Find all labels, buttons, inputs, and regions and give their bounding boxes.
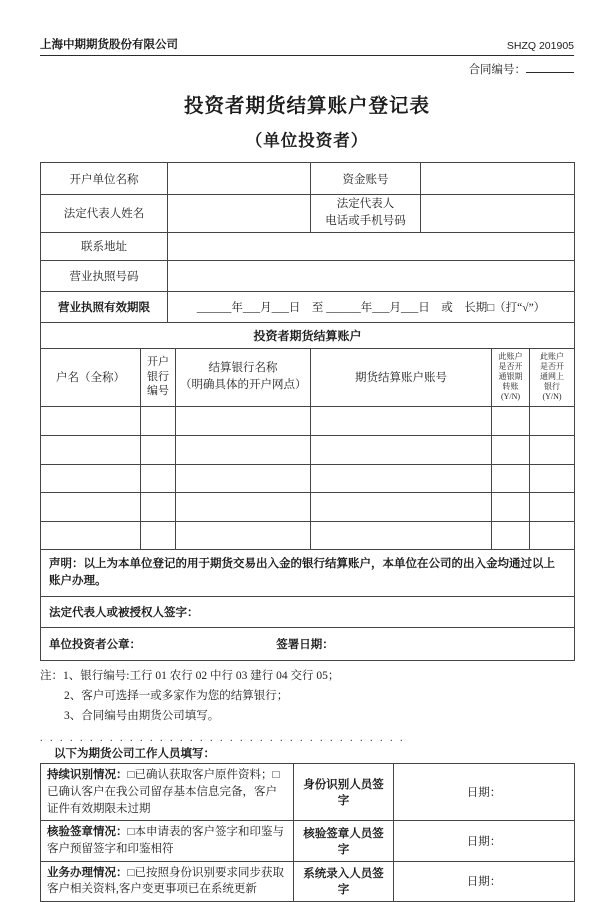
empty-account-row [41, 521, 575, 549]
col-header-online-banking: 此账户 是否开 通网上 银行 (Y/N) [530, 348, 575, 406]
unit-seal-label: 单位投资者公章： [49, 639, 141, 651]
legal-rep-name-label: 法定代表人姓名 [41, 195, 168, 233]
seal-date-row [41, 628, 575, 661]
system-entry-date-label: 日期： [394, 861, 575, 901]
form-title: 投资者期货结算账户登记表 [183, 95, 430, 117]
note-1: 注：1、银行编号:工行 01 农行 02 中行 03 建行 04 交行 05； [40, 670, 340, 682]
identity-signer-label: 身份识别人员签字 [294, 764, 394, 821]
col-header-settle-account-no: 期货结算账户账号 [311, 348, 492, 406]
capital-account-field [421, 163, 575, 195]
license-validity-label: 营业执照有效期限 [41, 291, 168, 322]
license-validity-field: ______年___月___日 至 ______年___月___日 或 长期□（打“√”） [168, 291, 575, 322]
settlement-section-title: 投资者期货结算账户 [41, 322, 575, 348]
contract-number-label: 合同编号： [468, 64, 526, 76]
table-row [41, 291, 575, 322]
license-number-label: 营业执照号码 [41, 260, 168, 291]
note-2: 2、客户可选择一或多家作为您的结算银行； [64, 690, 289, 703]
account-unit-name-field [168, 163, 311, 195]
seal-verification-situation-cell: 核验签章情况：□本申请表的客户签字和印鉴与客户预留签字和印鉴相符 [41, 821, 294, 861]
contract-number-blank [526, 61, 574, 73]
contact-address-label: 联系地址 [41, 232, 168, 260]
identification-situation-cell: 持续识别情况：□已确认获取客户原件资料；□已确认客户在我公司留存基本信息完备，客户证件有效期限未过期 [41, 764, 294, 821]
form-header [40, 36, 574, 56]
empty-account-row [41, 435, 575, 464]
signature-row [41, 597, 575, 628]
legal-rep-signature-label: 法定代表人或被授权人签字： [41, 597, 575, 628]
license-number-field [168, 260, 575, 291]
account-unit-name-label: 开户单位名称 [41, 163, 168, 195]
table-row [41, 163, 575, 195]
capital-account-label: 资金账号 [311, 163, 421, 195]
basic-info-table [40, 162, 575, 323]
declaration-row [41, 549, 575, 597]
staff-table [40, 763, 575, 902]
empty-account-row [41, 492, 575, 521]
staff-row-identification [41, 764, 575, 821]
table-row [41, 232, 575, 260]
seal-date-cell [41, 628, 575, 661]
settlement-account-table [40, 322, 575, 662]
note-3: 3、合同编号由期货公司填写。 [64, 710, 220, 723]
sign-date-label: 签署日期： [276, 639, 334, 651]
contact-address-field [168, 232, 575, 260]
empty-account-row [41, 406, 575, 435]
legal-rep-phone-field [421, 195, 575, 233]
identity-date-label: 日期： [394, 764, 575, 821]
legal-rep-name-field [168, 195, 311, 233]
form-subtitle: （单位投资者） [245, 132, 369, 150]
col-header-account-name: 户名（全称） [41, 348, 141, 406]
empty-account-row [41, 464, 575, 492]
staff-section-heading: 以下为期货公司工作人员填写： [54, 748, 215, 761]
company-name: 上海中期期货股份有限公司 [40, 39, 178, 51]
seal-verify-date-label: 日期： [394, 821, 575, 861]
staff-row-business-handling [41, 861, 575, 901]
form-notes [40, 666, 574, 726]
seal-verify-signer-label: 核验签章人员签字 [294, 821, 394, 861]
registration-form-page [40, 36, 574, 902]
table-row [41, 322, 575, 348]
doc-code: SHZQ 201905 [506, 40, 574, 52]
table-row [41, 195, 575, 233]
table-header-row [41, 348, 575, 406]
staff-row-seal-verification [41, 821, 575, 861]
declaration-statement: 声明：以上为本单位登记的用于期货交易出入金的银行结算账户，本单位在公司的出入金均通过以上账户办理。 [41, 549, 575, 597]
col-header-bank-code: 开户 银行 编号 [141, 348, 176, 406]
table-row [41, 260, 575, 291]
dotted-separator: . . . . . . . . . . . . . . . . . . . . . . . . . . . . . . . . . . . . . [40, 733, 405, 745]
col-header-bank-name: 结算银行名称 （明确具体的开户网点） [176, 348, 311, 406]
business-handling-situation-cell: 业务办理情况：□已按照身份识别要求同步获取客户相关资料,客户变更事项已在系统更新 [41, 861, 294, 901]
col-header-bank-futures-transfer: 此账户 是否开 通银期 转账 (Y/N) [492, 348, 530, 406]
legal-rep-phone-label: 法定代表人 电话或手机号码 [311, 195, 421, 233]
system-entry-signer-label: 系统录入人员签字 [294, 861, 394, 901]
contract-number-row [40, 61, 574, 77]
